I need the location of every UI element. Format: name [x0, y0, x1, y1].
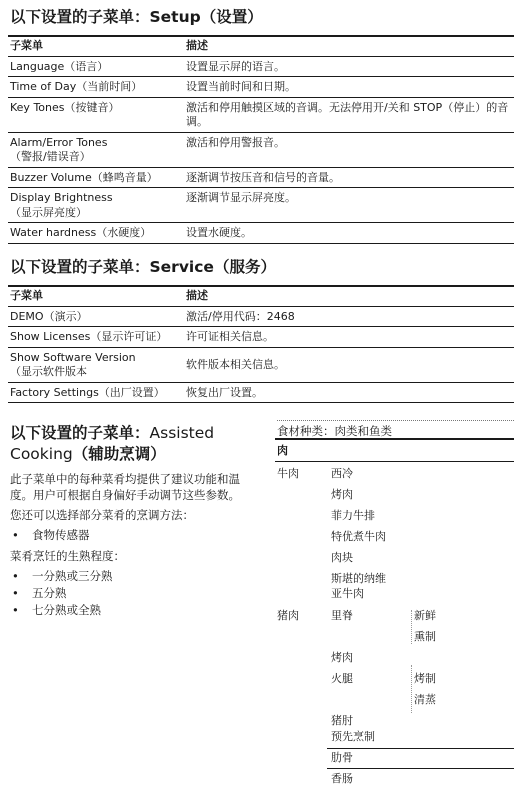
list-item: 烤肉 — [331, 488, 353, 501]
list-item: 西冷 — [331, 467, 353, 480]
table-row — [8, 306, 514, 327]
list-item: 斯堪的纳维 — [331, 572, 386, 585]
row-desc: 恢复出厂设置。 — [184, 382, 514, 403]
table-row — [8, 382, 514, 403]
list-item: 新鲜 — [414, 609, 436, 622]
row-desc: 设置水硬度。 — [184, 223, 514, 244]
assisted-body — [10, 471, 260, 623]
list-item: 清蒸 — [414, 693, 436, 706]
row-desc: 许可证相关信息。 — [184, 327, 514, 348]
bullet-icon: • — [12, 569, 19, 583]
list-item: 烤肉 — [331, 651, 353, 664]
assisted-methods-intro: 您还可以选择部分菜肴的烹调方法： — [10, 508, 194, 522]
food-category: 肉 — [277, 444, 288, 457]
table-row — [8, 223, 514, 244]
col-header-submenu: 子菜单 — [8, 36, 184, 56]
assisted-section-title: 以下设置的子菜单：Assisted Cooking（辅助烹调） — [10, 424, 215, 463]
service-table — [8, 285, 514, 403]
list-item: 火腿 — [331, 672, 353, 685]
table-row — [8, 327, 514, 348]
table-row — [8, 347, 514, 382]
list-item: 里脊 — [331, 609, 353, 622]
row-submenu: Alarm/Error Tones （警报/错误音） — [8, 132, 184, 167]
service-section-title: 以下设置的子菜单：Service（服务） — [10, 258, 276, 276]
divider — [327, 748, 514, 749]
row-desc: 设置显示屏的语言。 — [184, 56, 514, 77]
row-submenu: DEMO（演示） — [8, 306, 184, 327]
list-item: 肉块 — [331, 551, 353, 564]
food-type-table — [275, 438, 514, 788]
doneness-intro: 菜肴烹饪的生熟程度： — [10, 549, 125, 563]
divider — [275, 461, 514, 462]
pork-label: 猪肉 — [277, 609, 299, 622]
bullet-icon: • — [12, 586, 19, 600]
row-submenu: Buzzer Volume（蜂鸣音量） — [8, 167, 184, 188]
setup-table — [8, 35, 514, 244]
food-type-header: 食材种类：肉类和鱼类 — [277, 420, 514, 439]
row-desc: 软件版本相关信息。 — [184, 347, 514, 382]
assisted-intro: 此子菜单中的每种菜肴均提供了建议功能和温度。用户可根据自身偏好手动调节这些参数。 — [10, 472, 240, 502]
service-table-header — [8, 286, 514, 306]
row-submenu: Key Tones（按键音） — [8, 97, 184, 132]
table-row — [8, 132, 514, 167]
row-desc: 激活和停用警报音。 — [184, 132, 514, 167]
list-item: 熏制 — [414, 630, 436, 643]
row-desc: 激活和停用触摸区域的音调。无法停用开/关和 STOP（停止）的音调。 — [184, 97, 514, 132]
row-submenu: Time of Day（当前时间） — [8, 77, 184, 98]
col-header-desc: 描述 — [184, 286, 514, 306]
row-desc: 逐渐调节显示屏亮度。 — [184, 188, 514, 223]
bullet-icon: • — [12, 603, 19, 617]
dotted-divider — [411, 610, 412, 644]
row-desc: 设置当前时间和日期。 — [184, 77, 514, 98]
row-submenu: Display Brightness （显示屏亮度） — [8, 188, 184, 223]
row-submenu: Show Licenses（显示许可证） — [8, 327, 184, 348]
list-item: • 一分熟或三分熟 — [12, 569, 113, 583]
table-row — [8, 97, 514, 132]
list-item: • 七分熟或全熟 — [12, 603, 101, 617]
list-item: 烤制 — [414, 672, 436, 685]
list-item: 肋骨 — [331, 751, 353, 764]
table-row — [8, 167, 514, 188]
list-item: 猪肘 — [331, 714, 353, 727]
table-row — [8, 56, 514, 77]
list-item: 菲力牛排 — [331, 509, 375, 522]
doneness-list — [10, 568, 260, 619]
row-submenu: Language（语言） — [8, 56, 184, 77]
row-desc: 逐渐调节按压音和信号的音量。 — [184, 167, 514, 188]
dotted-divider — [411, 665, 412, 713]
row-submenu: Water hardness（水硬度） — [8, 223, 184, 244]
divider — [327, 768, 514, 769]
beef-label: 牛肉 — [277, 467, 299, 480]
list-item: • 食物传感器 — [12, 528, 90, 542]
list-item: 预先烹制 — [331, 730, 375, 743]
bullet-icon: • — [12, 528, 19, 542]
col-header-submenu: 子菜单 — [8, 286, 184, 306]
table-row — [8, 77, 514, 98]
list-item: 特优煮牛肉 — [331, 530, 386, 543]
row-desc: 激活/停用代码：2468 — [184, 306, 514, 327]
col-header-desc: 描述 — [184, 36, 514, 56]
list-item: 亚牛肉 — [331, 587, 364, 600]
table-row — [8, 188, 514, 223]
list-item: • 五分熟 — [12, 586, 67, 600]
methods-list — [10, 527, 260, 544]
setup-table-header — [8, 36, 514, 56]
list-item: 香肠 — [331, 772, 353, 785]
row-submenu: Factory Settings（出厂设置） — [8, 382, 184, 403]
setup-section-title: 以下设置的子菜单：Setup（设置） — [10, 8, 263, 26]
row-submenu: Show Software Version （显示软件版本 — [8, 347, 184, 382]
